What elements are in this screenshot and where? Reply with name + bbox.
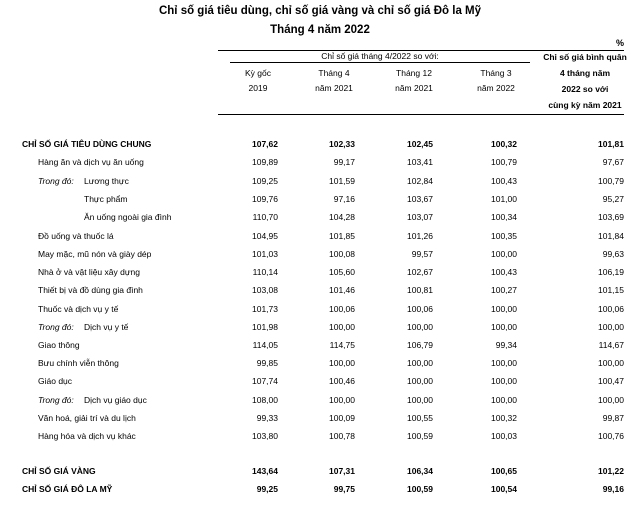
row-value: 99,33 <box>256 413 278 423</box>
row-value: 100,00 <box>491 376 517 386</box>
row-value: 100,00 <box>491 322 517 332</box>
row-value: 101,59 <box>329 176 355 186</box>
row-label: CHỈ SỐ GIÁ TIÊU DÙNG CHUNG <box>22 139 152 149</box>
table-row <box>0 482 640 496</box>
header-col-m12-line1: Tháng 12 <box>396 68 432 78</box>
unit-label: % <box>615 38 624 48</box>
table-row <box>0 283 640 297</box>
row-label: Bưu chính viễn thông <box>38 358 119 368</box>
row-value: 100,00 <box>407 322 433 332</box>
row-value: 101,15 <box>598 285 624 295</box>
row-label: Thực phẩm <box>84 194 128 204</box>
table-row <box>0 265 640 279</box>
header-col-base <box>222 66 294 96</box>
row-value: 100,06 <box>329 304 355 314</box>
row-value: 100,00 <box>491 395 517 405</box>
row-value: 100,79 <box>491 157 517 167</box>
row-label: Dịch vụ y tế <box>84 322 129 332</box>
table-row <box>0 338 640 352</box>
row-label: May mặc, mũ nón và giày dép <box>38 249 152 259</box>
row-value: 102,45 <box>407 139 433 149</box>
header-col-avg-line3: 2022 so với <box>561 84 609 94</box>
row-value: 103,41 <box>407 157 433 167</box>
row-value: 99,85 <box>256 358 278 368</box>
row-value: 114,75 <box>329 340 355 350</box>
row-value: 99,57 <box>411 249 433 259</box>
row-value: 107,62 <box>252 139 278 149</box>
row-value: 100,00 <box>598 322 624 332</box>
row-value: 101,73 <box>252 304 278 314</box>
row-value: 110,14 <box>252 267 278 277</box>
row-value: 100,09 <box>329 413 355 423</box>
row-value: 100,08 <box>329 249 355 259</box>
header-col-m3-line2: năm 2022 <box>477 83 515 93</box>
row-value: 100,79 <box>598 176 624 186</box>
row-value: 100,06 <box>407 304 433 314</box>
row-label: Ăn uống ngoài gia đình <box>84 212 172 222</box>
header-col-avg-line2: 4 tháng năm <box>559 68 611 78</box>
row-value: 100,32 <box>491 413 517 423</box>
row-value: 100,81 <box>407 285 433 295</box>
header-col-m12 <box>378 66 450 96</box>
row-value: 100,55 <box>407 413 433 423</box>
header-group-label: Chỉ số giá tháng 4/2022 so với: <box>321 51 439 61</box>
header-col-m3-line1: Tháng 3 <box>480 68 512 78</box>
row-prefix: Trong đó: <box>38 395 74 405</box>
table-row <box>0 429 640 443</box>
row-value: 101,84 <box>598 231 624 241</box>
row-value: 101,00 <box>491 194 517 204</box>
row-label: CHỈ SỐ GIÁ VÀNG <box>22 466 96 476</box>
header-col-m12-line2: năm 2021 <box>395 83 433 93</box>
row-value: 109,25 <box>252 176 278 186</box>
row-value: 105,60 <box>329 267 355 277</box>
row-value: 100,00 <box>407 395 433 405</box>
row-value: 95,27 <box>602 194 624 204</box>
table-row <box>0 374 640 388</box>
row-label: Đồ uống và thuốc lá <box>38 231 114 241</box>
row-value: 99,63 <box>602 249 624 259</box>
row-value: 114,05 <box>252 340 278 350</box>
row-value: 100,54 <box>491 484 517 494</box>
header-col-m3 <box>458 66 534 96</box>
row-label: Thiết bị và đồ dùng gia đình <box>38 285 143 295</box>
row-value: 114,67 <box>598 340 624 350</box>
row-value: 100,43 <box>491 176 517 186</box>
row-value: 100,47 <box>598 376 624 386</box>
row-value: 100,00 <box>598 395 624 405</box>
row-value: 102,67 <box>407 267 433 277</box>
row-value: 99,17 <box>333 157 355 167</box>
row-label: Dịch vụ giáo dục <box>84 395 147 405</box>
row-label: Giáo dục <box>38 376 73 386</box>
row-value: 103,08 <box>252 285 278 295</box>
table-row <box>0 320 640 334</box>
row-value: 100,46 <box>329 376 355 386</box>
row-value: 103,67 <box>407 194 433 204</box>
header-col-avg-line4: cùng kỳ năm 2021 <box>548 100 622 110</box>
row-value: 100,59 <box>407 484 433 494</box>
table-title: Chỉ số giá tiêu dùng, chỉ số giá vàng và chỉ số giá Đô la Mỹ <box>158 5 482 17</box>
row-value: 101,98 <box>252 322 278 332</box>
row-value: 97,67 <box>602 157 624 167</box>
row-value: 100,00 <box>491 249 517 259</box>
table-row <box>0 302 640 316</box>
row-value: 100,00 <box>329 358 355 368</box>
header-col-base-line2: 2019 <box>248 83 268 93</box>
row-value: 104,28 <box>329 212 355 222</box>
row-value: 108,00 <box>252 395 278 405</box>
row-value: 99,34 <box>495 340 517 350</box>
table-row <box>0 393 640 407</box>
row-value: 100,27 <box>491 285 517 295</box>
header-col-m4-line2: năm 2021 <box>315 83 353 93</box>
row-value: 101,22 <box>598 466 624 476</box>
row-value: 100,00 <box>329 322 355 332</box>
header-bottom-rule <box>218 114 624 115</box>
row-value: 109,89 <box>252 157 278 167</box>
row-value: 101,03 <box>252 249 278 259</box>
row-prefix: Trong đó: <box>38 322 74 332</box>
row-value: 99,25 <box>256 484 278 494</box>
row-value: 101,46 <box>329 285 355 295</box>
row-value: 100,32 <box>491 139 517 149</box>
row-value: 103,69 <box>598 212 624 222</box>
header-col-base-line1: Kỳ gốc <box>245 68 271 78</box>
row-value: 99,87 <box>602 413 624 423</box>
row-value: 97,16 <box>333 194 355 204</box>
row-value: 110,70 <box>252 212 278 222</box>
row-value: 107,74 <box>252 376 278 386</box>
row-value: 99,75 <box>333 484 355 494</box>
row-value: 143,64 <box>252 466 278 476</box>
table-row <box>0 229 640 243</box>
row-value: 100,00 <box>598 358 624 368</box>
row-value: 100,00 <box>329 395 355 405</box>
row-value: 103,80 <box>252 431 278 441</box>
row-value: 100,35 <box>491 231 517 241</box>
row-label: Lương thực <box>84 176 129 186</box>
table-row <box>0 464 640 478</box>
table-row <box>0 411 640 425</box>
row-value: 100,00 <box>491 304 517 314</box>
row-value: 106,19 <box>598 267 624 277</box>
row-label: Văn hoá, giải trí và du lịch <box>38 413 136 423</box>
row-value: 100,00 <box>407 358 433 368</box>
row-label: Hàng hóa và dịch vụ khác <box>38 431 136 441</box>
row-value: 106,79 <box>407 340 433 350</box>
row-prefix: Trong đó: <box>38 176 74 186</box>
row-value: 100,00 <box>407 376 433 386</box>
table-row <box>0 155 640 169</box>
row-value: 100,34 <box>491 212 517 222</box>
header-col-avg-line1: Chỉ số giá bình quân <box>543 52 627 62</box>
row-value: 100,76 <box>598 431 624 441</box>
row-value: 100,06 <box>598 304 624 314</box>
row-label: CHỈ SỐ GIÁ ĐÔ LA MỸ <box>22 484 113 494</box>
table-row <box>0 192 640 206</box>
row-value: 104,95 <box>252 231 278 241</box>
row-value: 100,43 <box>491 267 517 277</box>
row-label: Thuốc và dịch vụ y tế <box>38 304 119 314</box>
row-value: 100,03 <box>491 431 517 441</box>
row-value: 100,78 <box>329 431 355 441</box>
row-label: Nhà ở và vật liệu xây dựng <box>38 267 140 277</box>
row-value: 103,07 <box>407 212 433 222</box>
row-value: 102,84 <box>407 176 433 186</box>
row-value: 106,34 <box>407 466 433 476</box>
table-subtitle: Tháng 4 năm 2022 <box>270 24 370 36</box>
table-row <box>0 247 640 261</box>
row-value: 101,85 <box>329 231 355 241</box>
table-row <box>0 356 640 370</box>
row-label: Giao thông <box>38 340 80 350</box>
row-value: 107,31 <box>329 466 355 476</box>
row-value: 100,59 <box>407 431 433 441</box>
row-value: 100,65 <box>491 466 517 476</box>
row-value: 100,00 <box>491 358 517 368</box>
header-col-avg <box>530 49 640 113</box>
table-row <box>0 174 640 188</box>
row-value: 102,33 <box>329 139 355 149</box>
table-row <box>0 137 640 151</box>
row-value: 109,76 <box>252 194 278 204</box>
row-label: Hàng ăn và dịch vụ ăn uống <box>38 157 144 167</box>
header-col-m4-line1: Tháng 4 <box>318 68 350 78</box>
table-row <box>0 210 640 224</box>
header-col-m4 <box>298 66 370 96</box>
row-value: 99,16 <box>602 484 624 494</box>
row-value: 101,81 <box>598 139 624 149</box>
row-value: 101,26 <box>407 231 433 241</box>
